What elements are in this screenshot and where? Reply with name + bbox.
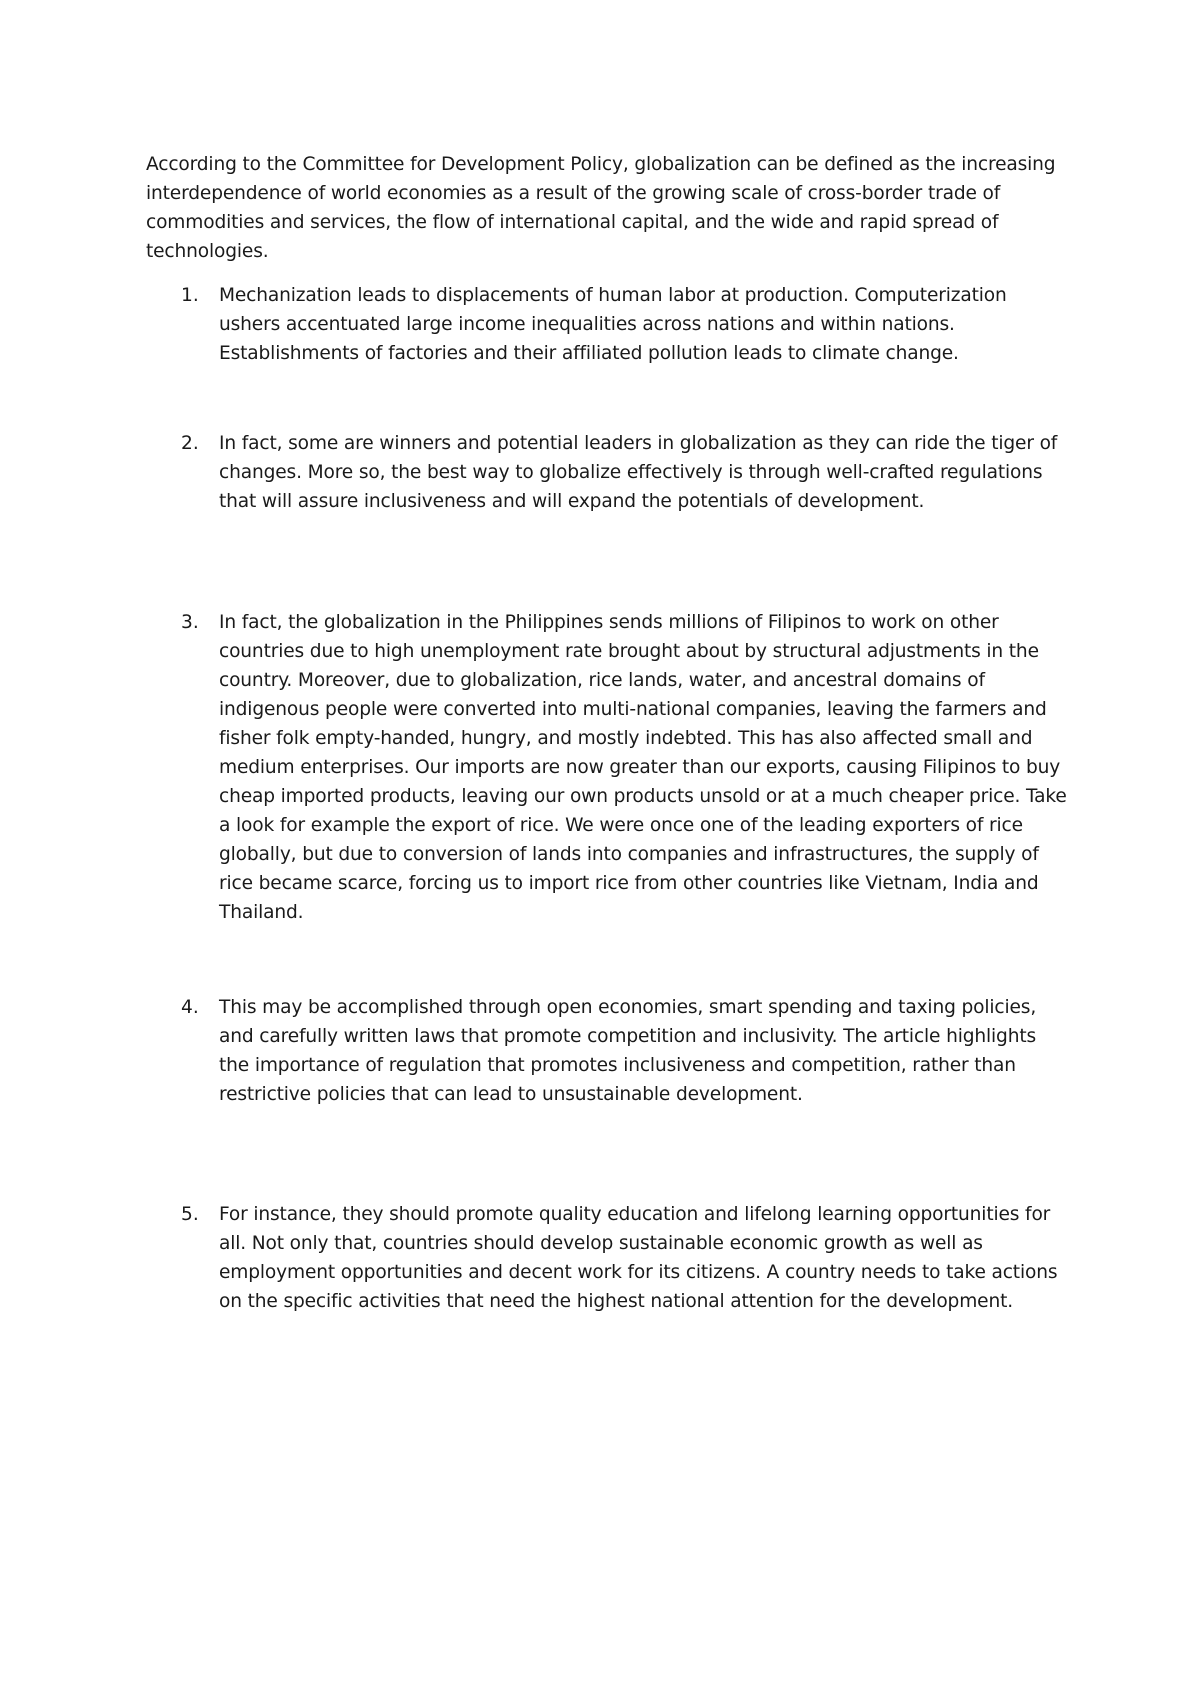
list-item-text: For instance, they should promote quality education and lifelong learning opportunities for all. Not only that, countries should develop sustainable economic growth as well as employment opportunities and decent work for its citizens. A country needs to take actions on the specific activities that need the highest national attention for the development. bbox=[219, 1204, 1058, 1312]
intro-paragraph: According to the Committee for Development Policy, globalization can be defined as the increasing interdependence of world economies as a result of the growing scale of cross-border trade of commodities and services, the flow of international capital, and the wide and rapid spread of technologies. bbox=[146, 154, 1056, 262]
list-number: 4. bbox=[181, 997, 199, 1018]
list-item-text: Mechanization leads to displacements of human labor at production. Computerization ushers accentuated large income inequalities across nations and within nations. Establishments of factories and their affiliated pollution leads to climate change. bbox=[219, 285, 1007, 364]
list-number: 1. bbox=[181, 285, 199, 306]
list-item-text: This may be accomplished through open economies, smart spending and taxing policies, and carefully written laws that promote competition and inclusivity. The article highlights the importance of regulation that promotes inclusiveness and competition, rather than restrictive policies that can lead to unsustainable development. bbox=[219, 997, 1037, 1105]
list-number: 5. bbox=[181, 1204, 199, 1225]
list-item-text: In fact, the globalization in the Philippines sends millions of Filipinos to work on other countries due to high unemployment rate brought about by structural adjustments in the country. Moreover, due to globalization, rice lands, water, and ancestral domains of indigenous people were converted into multi-national companies, leaving the farmers and fisher folk empty-handed, hungry, and mostly indebted. This has also affected small and medium enterprises. Our imports are now greater than our exports, causing Filipinos to buy cheap imported products, leaving our own products unsold or at a much cheaper price. Take a look for example the export of rice. We were once one of the leading exporters of rice globally, but due to conversion of lands into companies and infrastructures, the supply of rice became scarce, forcing us to import rice from other countries like Vietnam, India and Thailand. bbox=[219, 612, 1067, 923]
list-number: 2. bbox=[181, 433, 199, 454]
list-number: 3. bbox=[181, 612, 199, 633]
list-item-text: In fact, some are winners and potential leaders in globalization as they can ride the tiger of changes. More so, the best way to globalize effectively is through well-crafted regulations that will assure inclusiveness and will expand the potentials of development. bbox=[219, 433, 1058, 512]
